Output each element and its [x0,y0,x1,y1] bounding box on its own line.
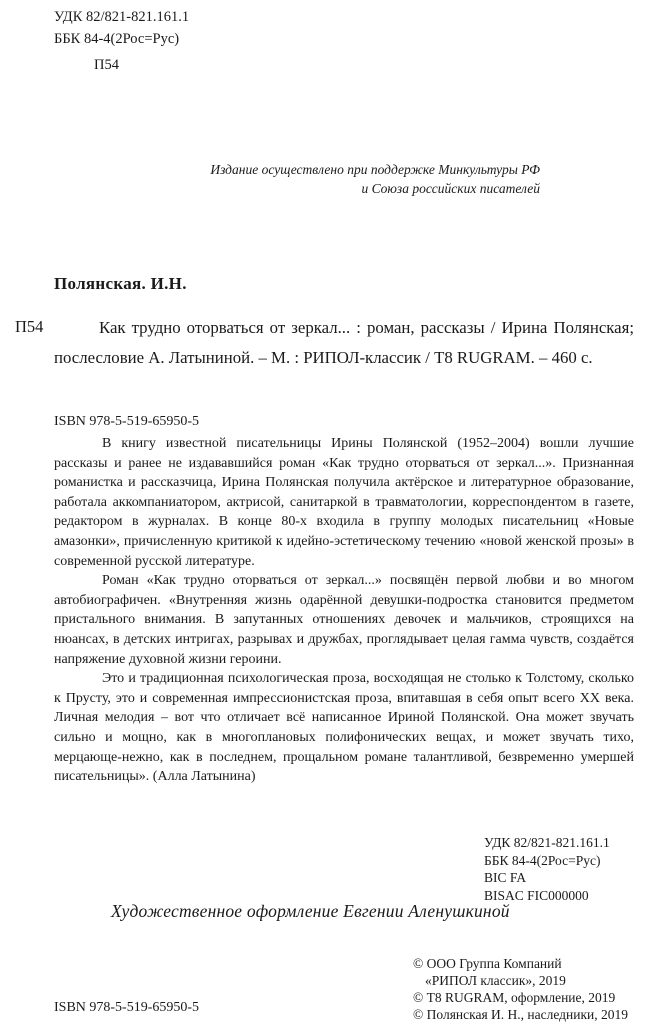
copyright-block [413,955,628,1023]
top-classification-codes [54,6,189,76]
bibliographic-title-entry: Как трудно оторваться от зеркал... : роман, рассказы / Ирина Полянская; послесловие А. Латыниной. – М. : РИПОЛ-классик / Т8 RUGRAM. – 460 с. [54,318,634,367]
copyright-line-4: © Полянская И. Н., наследники, 2019 [413,1007,629,1022]
isbn-top: ISBN 978-5-519-65950-5 [54,414,200,429]
support-note-line-1: Издание осуществлено при поддержке Минкультуры РФ [210,162,540,177]
right-classification-codes [484,834,610,904]
bbk-code: ББК 84-4(2Рос=Рус) [54,31,180,47]
author-heading: Полянская. И.Н. [54,274,187,293]
annotation-paragraph-3: Это и традиционная психологическая проза, восходящая не столько к Толстому, сколько к Прусту, это и современная импрессионистская проза, впитавшая в себя опыт всего XX века. Личная мелодия – вот что отличает всё написанное Ириной Полянской. Она может звучать сильно и мощно, как в многоплановых полифонических вещах, и может звучать тихо, мерцающе-нежно, как в последнем, прощальном романе талантливой, безвременно умершей писательницы». (Алла Латынина) [54,671,634,785]
annotation [54,434,634,787]
annotation-paragraph-2: Роман «Как трудно оторваться от зеркал...» посвящён первой любви и во многом автобиографичен. «Внутренняя жизнь одарённой девушки-подростка становится предметом пристального внимания. В запутанных отношениях девочек и мальчиков, строящихся на нюансах, в детских интригах, разрывах и дружбах, проглядывает целая гамма чувств, создаётся напряжение духовной жизни героини. [54,573,634,667]
bbk-code-right: ББК 84-4(2Рос=Рус) [484,852,601,868]
udk-code: УДК 82/821-821.161.1 [54,9,190,25]
isbn-bottom: ISBN 978-5-519-65950-5 [54,1000,200,1015]
support-note [160,160,540,198]
annotation-paragraph-1: В книгу известной писательницы Ирины Полянской (1952–2004) вошли лучшие рассказы и ранее не издававшийся роман «Как трудно оторваться от зеркал...». Признанная романистка и рассказчица, Ирина Полянская получила актёрское и литературное образование, работала аккомпаниатором, актрисой, санитаркой в травматологии, корреспондентом в газете, редактором в журналах. В конце 80-х входила в группу молодых писательниц «Новые амазонки», причисленную критикой к идейно-эстетическому течению «новой женской прозы» в современной русской литературе. [54,436,634,569]
bisac-code: BISAC FIC000000 [484,887,589,903]
design-credit: Художественное оформление Евгении Аленушкиной [111,901,510,921]
side-author-mark: П54 [15,317,44,336]
udk-code-right: УДК 82/821-821.161.1 [484,835,610,850]
author-mark: П54 [94,57,119,73]
copyright-line-1: © ООО Группа Компаний [413,956,562,971]
bic-code: BIC FA [484,870,527,885]
support-note-line-2: и Союза российских писателей [361,181,540,196]
copyright-line-3: © Т8 RUGRAM, оформление, 2019 [413,990,616,1005]
copyright-line-2: «РИПОЛ классик», 2019 [425,973,566,988]
